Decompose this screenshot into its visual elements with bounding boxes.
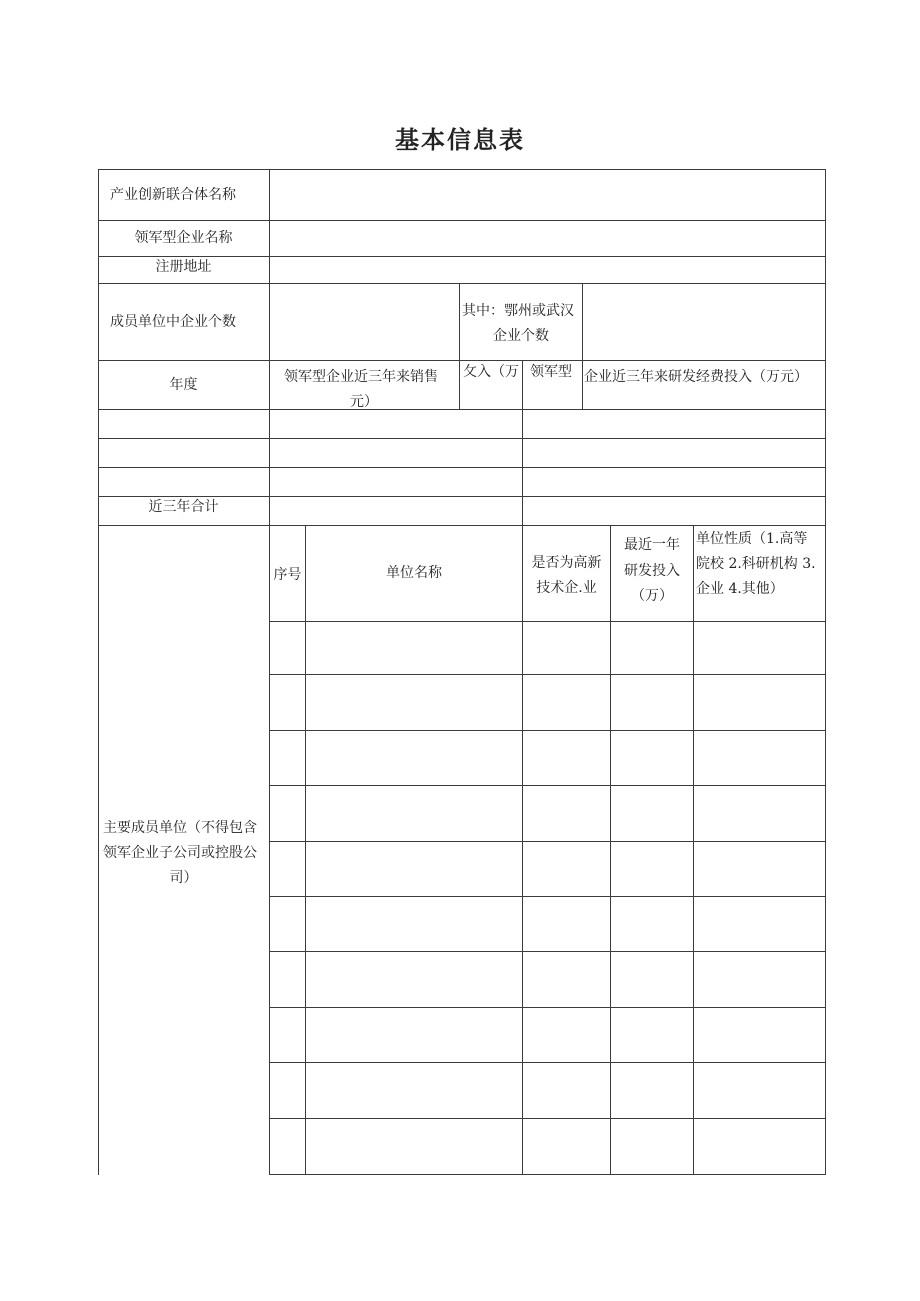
rule (269, 841, 826, 842)
col-rd-header-line2: 研发投入 (624, 563, 680, 579)
col-unit-type-header-line2: 院校 2.科研机构 3. (696, 556, 816, 572)
rule (98, 409, 826, 410)
col-rd-header-line1: 最近一年 (624, 537, 680, 553)
rule (269, 1062, 826, 1063)
three-year-total-label: 近三年合计 (148, 499, 219, 515)
col-unit-type-header-line1: 单位性质（1.高等 (696, 531, 808, 547)
member-enterprise-count-label: 成员单位中企业个数 (110, 314, 236, 330)
rule (98, 283, 826, 284)
sales-label-line3: 攵入（万 (463, 364, 519, 380)
rule (305, 525, 306, 1175)
rule (269, 951, 826, 952)
year-label: 年度 (169, 377, 198, 393)
local-enterprise-count-label-line2: 企业个数 (493, 328, 549, 344)
col-hightech-header-line1: 是否为高新 (531, 555, 602, 571)
local-enterprise-count-label-line1: 其中：鄂州或武汉 (462, 303, 574, 319)
rule (98, 220, 826, 221)
rule (98, 169, 826, 170)
rule (610, 525, 611, 1175)
rule (98, 525, 826, 526)
rule (269, 785, 826, 786)
page-title: 基本信息表 (395, 126, 525, 154)
members-section-label-line1: 主要成员单位（不得包含 (103, 820, 257, 836)
rule (98, 467, 826, 468)
consortium-name-label: 产业创新联合体名称 (110, 187, 236, 203)
rule (269, 1007, 826, 1008)
rule (269, 730, 826, 731)
sales-label-line2: 元） (350, 394, 378, 410)
rule (522, 525, 523, 1175)
rule (98, 438, 826, 439)
rule (98, 360, 826, 361)
registered-address-label: 注册地址 (155, 259, 212, 275)
rule (269, 674, 826, 675)
members-section-label-line3: 司） (169, 870, 198, 886)
rule (269, 1118, 826, 1119)
col-unit-name-header: 单位名称 (386, 565, 442, 581)
rule (269, 1174, 826, 1175)
rd-label-line1: 领军型 (530, 364, 572, 380)
rule (98, 169, 99, 1175)
rule (269, 896, 826, 897)
rule (522, 360, 523, 526)
col-unit-type-header-line3: 企业 4.其他） (696, 581, 784, 597)
rule (269, 169, 270, 1175)
members-section-label-line2: 领军企业子公司或控股公 (103, 845, 257, 861)
sales-label-line1: 领军型企业近三年来销售 (284, 369, 438, 385)
rd-label-line2: 企业近三年来研发经费投入（万元） (584, 369, 808, 385)
col-index-header: 序号 (273, 567, 302, 583)
col-hightech-header-line2: 技术企.业 (536, 580, 597, 596)
rule (693, 525, 694, 1175)
col-rd-header-line3: （万） (631, 588, 673, 604)
leader-enterprise-label: 领军型企业名称 (134, 230, 233, 246)
rule (825, 169, 826, 1175)
rule (269, 621, 826, 622)
